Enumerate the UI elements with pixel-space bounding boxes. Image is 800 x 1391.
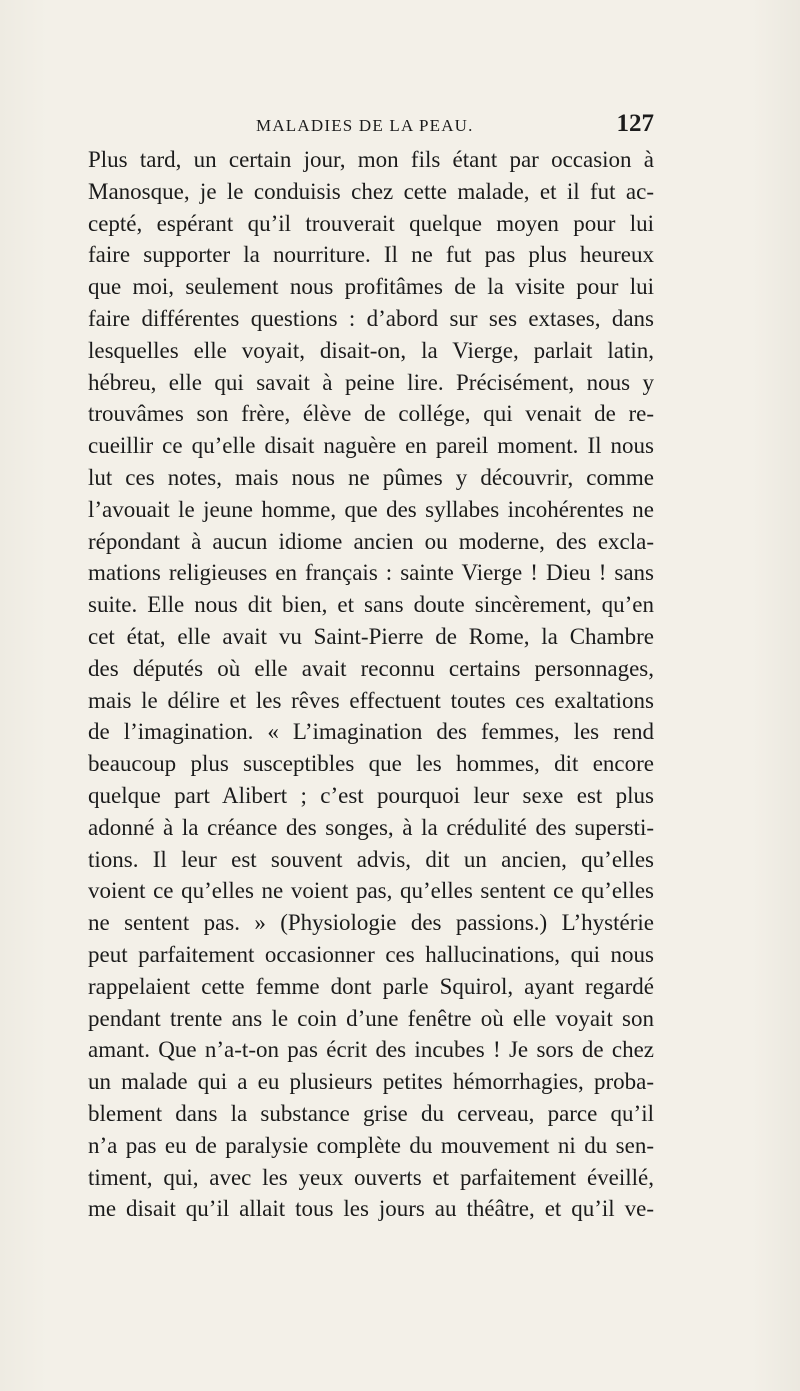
text-line: de l’imagination. « L’imagination des femmes, les rend xyxy=(88,719,654,745)
text-line: lesquelles elle voyait, disait-on, la Vierge, parlait latin, xyxy=(88,337,654,363)
text-line: trouvâmes son frère, élève de collége, qui venait de re- xyxy=(88,401,654,427)
text-line: Plus tard, un certain jour, mon fils étant par occasion à xyxy=(88,147,654,172)
text-line: cepté, espérant qu’il trouverait quelque moyen pour lui xyxy=(88,210,654,236)
body-text xyxy=(88,144,654,1225)
text-line: adonné à la créance des songes, à la crédulité des supersti- xyxy=(88,814,654,840)
text-line: peut parfaitement occasionner ces hallucinations, qui nous xyxy=(88,941,654,967)
text-line: faire supporter la nourriture. Il ne fut pas plus heureux xyxy=(88,242,654,268)
text-line: amant. Que n’a-t-on pas écrit des incubes ! Je sors de chez xyxy=(88,1037,654,1063)
page-number: 127 xyxy=(616,110,654,137)
text-line: que moi, seulement nous profitâmes de la visite pour lui xyxy=(88,274,654,300)
text-line: un malade qui a eu plusieurs petites hémorrhagies, proba- xyxy=(88,1069,654,1095)
running-title: MALADIES DE LA PEAU. xyxy=(256,116,474,135)
text-line: ne sentent pas. » (Physiologie des passions.) L’hystérie xyxy=(88,910,654,936)
text-line: pendant trente ans le coin d’une fenêtre où elle voyait son xyxy=(88,1005,654,1031)
text-line: tions. Il leur est souvent advis, dit un ancien, qu’elles xyxy=(88,846,654,872)
text-line: lut ces notes, mais nous ne pûmes y découvrir, comme xyxy=(88,464,654,490)
text-line: cueillir ce qu’elle disait naguère en pareil moment. Il nous xyxy=(88,433,654,459)
text-line: n’a pas eu de paralysie complète du mouvement ni du sen- xyxy=(88,1132,654,1158)
text-line: cet état, elle avait vu Saint-Pierre de Rome, la Chambre xyxy=(88,623,654,649)
running-head xyxy=(88,110,654,140)
text-line: voient ce qu’elles ne voient pas, qu’elles sentent ce qu’elles xyxy=(88,878,654,904)
text-line: beaucoup plus susceptibles que les hommes, dit encore xyxy=(88,751,654,777)
text-line: mais le délire et les rêves effectuent toutes ces exaltations xyxy=(88,687,654,713)
text-line: blement dans la substance grise du cerveau, parce qu’il xyxy=(88,1100,654,1126)
text-line: Manosque, je le conduisis chez cette malade, et il fut ac- xyxy=(88,178,654,204)
text-line: rappelaient cette femme dont parle Squirol, ayant regardé xyxy=(88,973,654,999)
text-line: répondant à aucun idiome ancien ou moderne, des excla- xyxy=(88,528,654,554)
text-line: timent, qui, avec les yeux ouverts et parfaitement éveillé, xyxy=(88,1164,654,1190)
text-line: hébreu, elle qui savait à peine lire. Précisément, nous y xyxy=(88,369,654,395)
text-line: suite. Elle nous dit bien, et sans doute sincèrement, qu’en xyxy=(88,592,654,618)
text-line: des députés où elle avait reconnu certains personnages, xyxy=(88,655,654,681)
text-line: quelque part Alibert ; c’est pourquoi leur sexe est plus xyxy=(88,782,654,808)
text-line: faire différentes questions : d’abord sur ses extases, dans xyxy=(88,305,654,331)
text-line: me disait qu’il allait tous les jours au théâtre, et qu’il ve- xyxy=(88,1196,654,1222)
text-line: l’avouait le jeune homme, que des syllabes incohérentes ne xyxy=(88,496,654,522)
text-line: mations religieuses en français : sainte Vierge ! Dieu ! sans xyxy=(88,560,654,586)
